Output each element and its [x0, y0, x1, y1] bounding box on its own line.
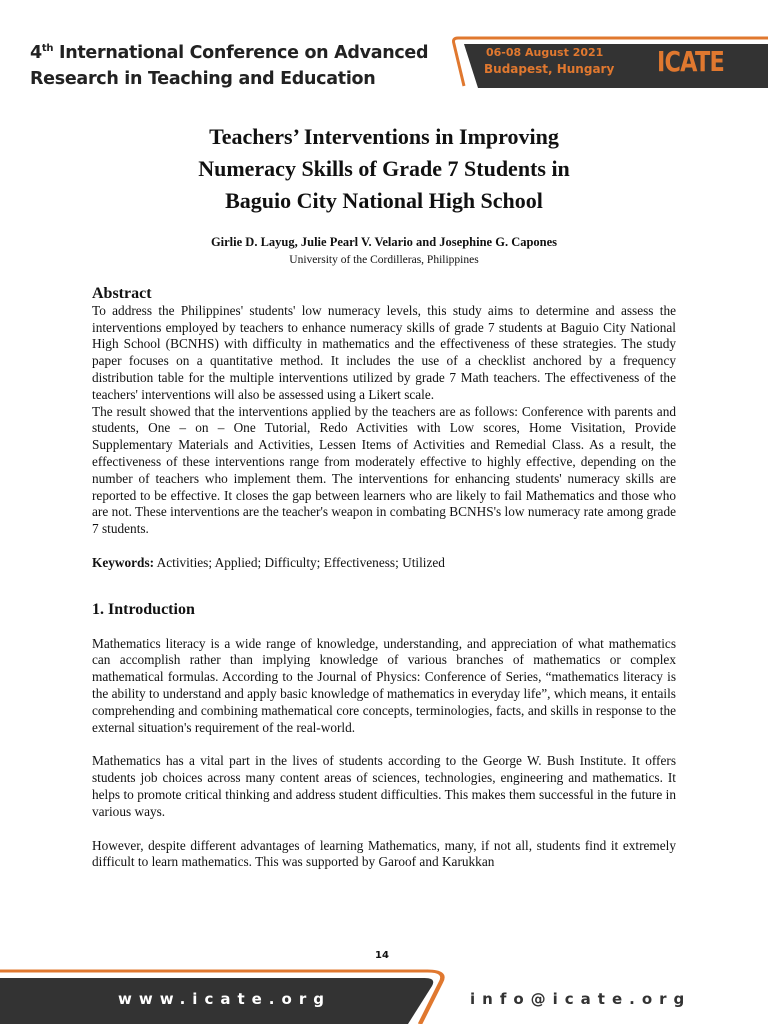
- conference-title: [30, 36, 428, 92]
- title-line: Teachers’ Interventions in Improving: [209, 124, 559, 149]
- keywords-list: Activities; Applied; Difficulty; Effectiveness; Utilized: [154, 554, 445, 570]
- conference-location: Budapest, Hungary: [484, 62, 615, 76]
- intro-paragraph: Mathematics literacy is a wide range of knowledge, understanding, and appreciation of what mathematics can accomplish rather than implying knowledge of various branches of mathematics or complex mathematical formulas. According to the Journal of Physics: Conference of Series, “mathematics literacy is the ability to understand and apply basic knowledge of mathematics in everyday life”, which means, it entails comprehending and combining mathematical core concepts, terminologies, facts, and skills in response to the external situation's requirement of the real-world.: [92, 635, 676, 735]
- abstract-heading: Abstract: [92, 285, 152, 302]
- conference-number: 4: [30, 42, 42, 63]
- keywords-label: Keywords:: [92, 554, 155, 570]
- website-link[interactable]: www.icate.org: [118, 990, 331, 1008]
- affiliation: University of the Cordilleras, Philippines: [289, 254, 479, 266]
- authors: Girlie D. Layug, Julie Pearl V. Velario and Josephine G. Capones: [210, 235, 558, 249]
- conference-title-line2: Research in Teaching and Education: [30, 68, 376, 89]
- conference-title-line1: International Conference on Advanced: [53, 42, 429, 63]
- keywords: [92, 555, 676, 572]
- icate-logo: ICATE: [657, 45, 724, 78]
- title-line: Baguio City National High School: [225, 188, 543, 213]
- intro-paragraph: Mathematics has a vital part in the lives of students according to the George W. Bush Institute. It offers students job choices across many content areas of sciences, technologies, engineering and mathematics. It helps to promote critical thinking and address student difficulties. This makes them successful in the future in various ways.: [92, 753, 676, 819]
- conference-date: 06-08 August 2021: [486, 46, 604, 59]
- intro-paragraph: However, despite different advantages of learning Mathematics, many, if not all, students find it extremely difficult to learn mathematics. This was supported by Garoof and Karukkan: [92, 837, 676, 870]
- abstract-paragraph: To address the Philippines' students' low numeracy levels, this study aims to determine and assess the interventions employed by teachers to enhance numeracy skills of grade 7 students at Baguio City National High School (BCNHS) with difficulty in mathematics and the effectiveness of these strategies. The study paper focuses on a quantitative method. It includes the use of a checklist anchored by a frequency distribution table for the multiple interventions utilized by grade 7 Math teachers. The effectiveness of the teachers' interventions will also be assessed using a Likert scale.: [92, 302, 676, 402]
- paper-title: [92, 121, 676, 217]
- abstract-paragraph: The result showed that the interventions applied by the teachers are as follows: Conference with parents and students, One – on – One Tutorial, Redo Activities with Low scores, Home Visitation, Provide Supplementary Materials and Activities, Lessen Items of Activities and Remedial Class. As a result, the effectiveness of these interventions range from moderately effective to highly effective, depending on the number of teachers who implement them. The interventions for enhancing students' numeracy skills are reported to be effective. It closes the gap between learners who are likely to fail Mathematics and those who are not. These interventions are the teacher's weapon in combating BCNHS's low numeracy rate among grade 7 students.: [92, 403, 676, 537]
- email-link[interactable]: info@icate.org: [470, 990, 692, 1008]
- paper-body: [92, 286, 676, 871]
- introduction-heading: 1. Introduction: [92, 600, 195, 618]
- title-line: Numeracy Skills of Grade 7 Students in: [198, 156, 570, 181]
- page-number: 14: [375, 950, 389, 961]
- conference-ordinal: th: [41, 43, 54, 54]
